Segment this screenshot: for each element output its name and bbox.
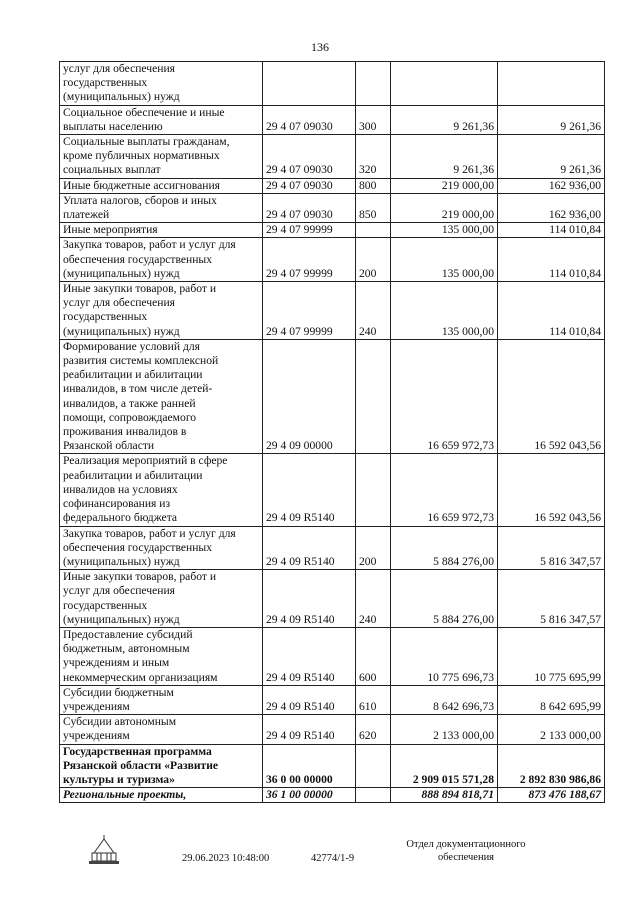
row-amount1-cell: 16 659 972,73 <box>391 339 498 454</box>
row-name-cell: Реализация мероприятий в сфере реабилитации и абилитации инвалидов на условиях софинансирования из федерального бюджета <box>60 454 263 526</box>
row-amount1-cell: 2 133 000,00 <box>391 715 498 744</box>
row-amount1-cell: 8 642 696,73 <box>391 685 498 714</box>
row-code-cell: 29 4 09 00000 <box>263 339 356 454</box>
row-name-cell: Закупка товаров, работ и услуг для обеспечения государственных (муниципальных) нужд <box>60 238 263 282</box>
row-name-cell: Субсидии автономным учреждениям <box>60 715 263 744</box>
row-name-cell: Иные бюджетные ассигнования <box>60 178 263 193</box>
row-amount2-cell: 10 775 695,99 <box>498 627 605 685</box>
table-row <box>60 193 605 222</box>
row-amount2-cell: 16 592 043,56 <box>498 454 605 526</box>
table-row <box>60 526 605 570</box>
row-amount2-cell <box>498 62 605 106</box>
row-name-cell: Социальное обеспечение и иные выплаты населению <box>60 105 263 134</box>
table-row <box>60 223 605 238</box>
row-amount2-cell: 2 892 830 986,86 <box>498 744 605 788</box>
table-row <box>60 627 605 685</box>
row-amount2-cell: 114 010,84 <box>498 282 605 340</box>
emblem-icon <box>86 831 122 867</box>
row-type-cell: 600 <box>356 627 391 685</box>
row-code-cell: 29 4 07 99999 <box>263 282 356 340</box>
table-row <box>60 570 605 628</box>
row-amount2-cell: 5 816 347,57 <box>498 570 605 628</box>
row-amount2-cell: 8 642 695,99 <box>498 685 605 714</box>
row-name-cell: Иные закупки товаров, работ и услуг для обеспечения государственных (муниципальных) нужд <box>60 282 263 340</box>
row-name-cell: Субсидии бюджетным учреждениям <box>60 685 263 714</box>
row-code-cell: 36 0 00 00000 <box>263 744 356 788</box>
table-row <box>60 178 605 193</box>
table-row <box>60 685 605 714</box>
row-type-cell: 850 <box>356 193 391 222</box>
table-row <box>60 339 605 454</box>
row-type-cell: 800 <box>356 178 391 193</box>
table-row <box>60 788 605 803</box>
row-type-cell: 320 <box>356 135 391 179</box>
row-amount1-cell: 888 894 818,71 <box>391 788 498 803</box>
row-name-cell: Региональные проекты, <box>60 788 263 803</box>
row-amount1-cell: 135 000,00 <box>391 282 498 340</box>
row-type-cell: 240 <box>356 282 391 340</box>
row-amount2-cell: 2 133 000,00 <box>498 715 605 744</box>
row-amount2-cell: 5 816 347,57 <box>498 526 605 570</box>
row-code-cell: 29 4 07 09030 <box>263 105 356 134</box>
row-type-cell <box>356 62 391 106</box>
row-code-cell: 29 4 07 09030 <box>263 178 356 193</box>
row-amount1-cell: 9 261,36 <box>391 135 498 179</box>
table-row <box>60 454 605 526</box>
footer-department: Отдел документационного обеспечения <box>406 839 526 863</box>
row-amount1-cell: 5 884 276,00 <box>391 570 498 628</box>
footer-doc-number: 42774/1-9 <box>311 853 355 864</box>
row-amount2-cell: 16 592 043,56 <box>498 339 605 454</box>
row-code-cell: 29 4 09 R5140 <box>263 715 356 744</box>
row-amount1-cell: 9 261,36 <box>391 105 498 134</box>
row-amount2-cell: 873 476 188,67 <box>498 788 605 803</box>
row-name-cell: Уплата налогов, сборов и иных платежей <box>60 193 263 222</box>
row-amount2-cell: 9 261,36 <box>498 105 605 134</box>
row-name-cell: Предоставление субсидий бюджетным, автономным учреждениям и иным некоммерческим организациям <box>60 627 263 685</box>
row-amount2-cell: 9 261,36 <box>498 135 605 179</box>
table-row <box>60 105 605 134</box>
row-amount1-cell: 135 000,00 <box>391 238 498 282</box>
row-code-cell <box>263 62 356 106</box>
row-name-cell: Социальные выплаты гражданам, кроме публичных нормативных социальных выплат <box>60 135 263 179</box>
row-code-cell: 29 4 09 R5140 <box>263 454 356 526</box>
row-code-cell: 29 4 09 R5140 <box>263 685 356 714</box>
table-row <box>60 62 605 106</box>
row-name-cell: Государственная программа Рязанской области «Развитие культуры и туризма» <box>60 744 263 788</box>
row-amount2-cell: 162 936,00 <box>498 193 605 222</box>
row-code-cell: 29 4 09 R5140 <box>263 627 356 685</box>
row-amount1-cell <box>391 62 498 106</box>
table-row <box>60 238 605 282</box>
row-type-cell: 610 <box>356 685 391 714</box>
page-number: 136 <box>311 40 329 54</box>
row-amount1-cell: 135 000,00 <box>391 223 498 238</box>
table-row <box>60 135 605 179</box>
budget-table <box>59 61 605 803</box>
row-amount2-cell: 162 936,00 <box>498 178 605 193</box>
footer-datetime: 29.06.2023 10:48:00 <box>182 853 270 864</box>
row-code-cell: 29 4 09 R5140 <box>263 570 356 628</box>
row-code-cell: 29 4 07 99999 <box>263 238 356 282</box>
budget-table-body <box>60 62 605 803</box>
row-code-cell: 29 4 07 99999 <box>263 223 356 238</box>
row-amount1-cell: 2 909 015 571,28 <box>391 744 498 788</box>
row-type-cell <box>356 339 391 454</box>
row-amount2-cell: 114 010,84 <box>498 238 605 282</box>
row-amount1-cell: 5 884 276,00 <box>391 526 498 570</box>
row-type-cell <box>356 454 391 526</box>
row-type-cell <box>356 788 391 803</box>
row-type-cell: 620 <box>356 715 391 744</box>
row-type-cell: 300 <box>356 105 391 134</box>
row-type-cell: 200 <box>356 238 391 282</box>
table-row <box>60 744 605 788</box>
row-name-cell: Иные закупки товаров, работ и услуг для обеспечения государственных (муниципальных) нужд <box>60 570 263 628</box>
row-amount1-cell: 219 000,00 <box>391 178 498 193</box>
row-name-cell: Формирование условий для развития системы комплексной реабилитации и абилитации инвалидов, в том числе детей- инвалидов, а также ранней помощи, сопровождаемого проживания инвалидов в Рязанской области <box>60 339 263 454</box>
row-code-cell: 29 4 09 R5140 <box>263 526 356 570</box>
row-name-cell: Иные мероприятия <box>60 223 263 238</box>
row-amount1-cell: 219 000,00 <box>391 193 498 222</box>
row-code-cell: 29 4 07 09030 <box>263 135 356 179</box>
row-amount2-cell: 114 010,84 <box>498 223 605 238</box>
row-amount1-cell: 16 659 972,73 <box>391 454 498 526</box>
table-row <box>60 282 605 340</box>
row-code-cell: 36 1 00 00000 <box>263 788 356 803</box>
table-row <box>60 715 605 744</box>
row-type-cell: 240 <box>356 570 391 628</box>
row-code-cell: 29 4 07 09030 <box>263 193 356 222</box>
row-type-cell <box>356 223 391 238</box>
row-name-cell: Закупка товаров, работ и услуг для обеспечения государственных (муниципальных) нужд <box>60 526 263 570</box>
row-type-cell <box>356 744 391 788</box>
row-name-cell: услуг для обеспечения государственных (муниципальных) нужд <box>60 62 263 106</box>
row-type-cell: 200 <box>356 526 391 570</box>
row-amount1-cell: 10 775 696,73 <box>391 627 498 685</box>
